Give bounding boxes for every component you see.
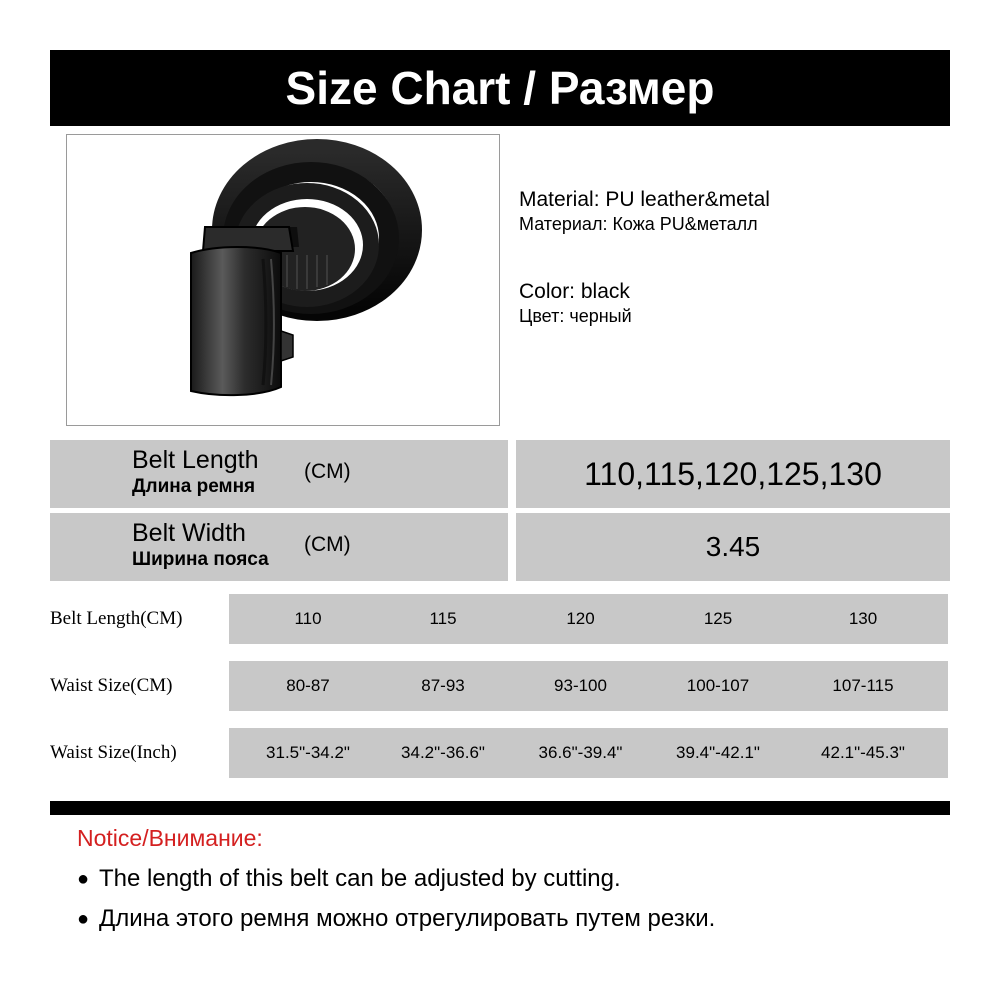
product-photo — [66, 134, 500, 426]
table-cell: 93-100 — [554, 676, 607, 695]
table-row — [50, 594, 950, 644]
belt-length-label-cell — [50, 440, 508, 508]
table-cell: 107-115 — [832, 676, 894, 695]
section-divider — [50, 801, 950, 815]
table-cell: 42.1"-45.3" — [821, 743, 905, 762]
table-cell: 80-87 — [286, 676, 330, 695]
table-row — [50, 728, 950, 778]
row-cells — [229, 594, 948, 644]
material-label-en: Material: PU leather&metal — [519, 188, 770, 211]
color-label-en: Color: black — [519, 280, 630, 303]
table-row — [50, 661, 950, 711]
table-cell: 100-107 — [686, 676, 750, 695]
table-cell: 87-93 — [421, 676, 465, 695]
belt-length-unit: (CM) — [304, 460, 351, 483]
table-cell: 130 — [848, 609, 878, 628]
material-spec — [519, 188, 770, 235]
table-cell: 110 — [294, 609, 322, 628]
notice-text-ru: Длина этого ремня можно отрегулировать путем резки. — [99, 905, 716, 932]
belt-length-value: 110,115,120,125,130 — [584, 455, 882, 492]
notice-line — [77, 865, 621, 893]
notice-title: Notice/Внимание: — [77, 825, 263, 851]
belt-width-label-cell — [50, 513, 508, 581]
color-label-ru: Цвет: черный — [519, 306, 632, 326]
row-label-waist-cm: Waist Size(CM) — [50, 675, 173, 696]
table-cell: 39.4"-42.1" — [676, 743, 760, 762]
belt-width-value: 3.45 — [705, 531, 761, 562]
color-spec — [519, 280, 632, 327]
table-cell: 115 — [429, 609, 457, 628]
table-cell: 125 — [703, 609, 733, 628]
belt-width-value-cell — [516, 513, 950, 581]
belt-width-label-ru: Ширина пояса — [132, 549, 269, 570]
belt-length-value-cell — [516, 440, 950, 508]
bullet-icon: ● — [77, 907, 90, 930]
material-label-ru: Материал: Кожа PU&металл — [519, 214, 758, 234]
belt-image — [67, 135, 500, 426]
table-cell: 36.6"-39.4" — [538, 743, 623, 762]
belt-width-label-en: Belt Width — [132, 519, 246, 547]
notice-text-en: The length of this belt can be adjusted by cutting. — [99, 865, 621, 892]
page-title: Size Chart / Размер — [50, 50, 950, 126]
notice-line — [77, 905, 715, 933]
bullet-icon: ● — [77, 867, 90, 890]
row-label-waist-inch: Waist Size(Inch) — [50, 742, 177, 763]
belt-width-unit: (CM) — [304, 533, 351, 556]
table-cell: 120 — [566, 609, 595, 628]
belt-length-label-ru: Длина ремня — [132, 476, 256, 497]
belt-length-label-en: Belt Length — [132, 446, 259, 474]
table-cell: 31.5"-34.2" — [266, 743, 350, 762]
row-cells — [229, 728, 948, 778]
table-cell: 34.2"-36.6" — [401, 743, 485, 762]
row-cells — [229, 661, 948, 711]
row-label-belt-length: Belt Length(CM) — [50, 608, 183, 629]
